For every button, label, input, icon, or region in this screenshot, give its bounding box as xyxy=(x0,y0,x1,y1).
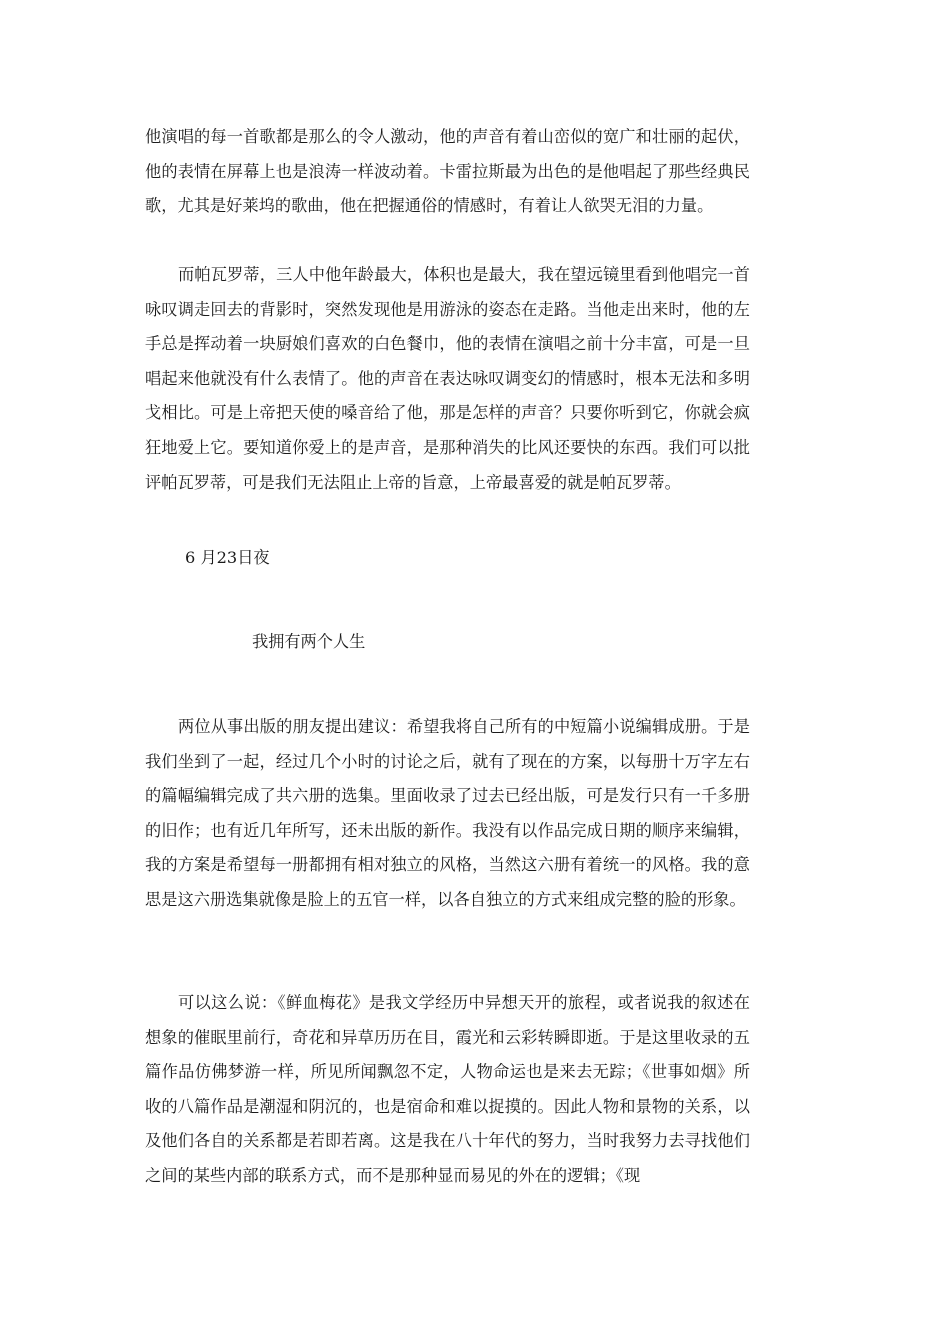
date-line: 6 月23日夜 xyxy=(185,548,270,567)
paragraph-publishing-proposal: 两位从事出版的朋友提出建议：希望我将自己所有的中短篇小说编辑成册。于是我们坐到了一起，经过几个小时的讨论之后，就有了现在的方案，以每册十万字左右的篇幅编辑完成了共六册的选集。里面收录了过去已经出版，可是发行只有一千多册的旧作；也有近几年所写，还未出版的新作。我没有以作品完成日期的顺序来编辑，我的方案是希望每一册都拥有相对独立的风格，当然这六册有着统一的风格。我的意思是这六册选集就像是脸上的五官一样，以各自独立的方式来组成完整的脸的形象。 xyxy=(145,717,750,909)
paragraph-pavarotti: 而帕瓦罗蒂，三人中他年龄最大，体积也是最大，我在望远镜里看到他唱完一首咏叹调走回去的背影时，突然发现他是用游泳的姿态在走路。当他走出来时，他的左手总是挥动着一块厨娘们喜欢的白色餐巾，他的表情在演唱之前十分丰富，可是一旦唱起来他就没有什么表情了。他的声音在表达咏叹调变幻的情感时，根本无法和多明戈相比。可是上帝把天使的嗓音给了他，那是怎样的声音？只要你听到它，你就会疯狂地爱上它。要知道你爱上的是声音，是那种消失的比风还要快的东西。我们可以批评帕瓦罗蒂，可是我们无法阻止上帝的旨意，上帝最喜爱的就是帕瓦罗蒂。 xyxy=(145,265,750,492)
essay-title: 我拥有两个人生 xyxy=(252,632,366,651)
paragraph-carreras: 他演唱的每一首歌都是那么的令人激动，他的声音有着山峦似的宽广和壮丽的起伏，他的表情在屏幕上也是浪涛一样波动着。卡雷拉斯最为出色的是他唱起了那些经典民歌，尤其是好莱坞的歌曲，他在把握通俗的情感时，有着让人欲哭无泪的力量。 xyxy=(145,127,750,216)
paragraph-collections: 可以这么说：《鲜血梅花》是我文学经历中异想天开的旅程，或者说我的叙述在想象的催眠里前行，奇花和异草历历在目，霞光和云彩转瞬即逝。于是这里收录的五篇作品仿佛梦游一样，所见所闻飘忽不定，人物命运也是来去无踪；《世事如烟》所收的八篇作品是潮湿和阴沉的，也是宿命和难以捉摸的。因此人物和景物的关系，以及他们各自的关系都是若即若离。这是我在八十年代的努力，当时我努力去寻找他们之间的某些内部的联系方式，而不是那种显而易见的外在的逻辑；《现 xyxy=(145,993,750,1185)
